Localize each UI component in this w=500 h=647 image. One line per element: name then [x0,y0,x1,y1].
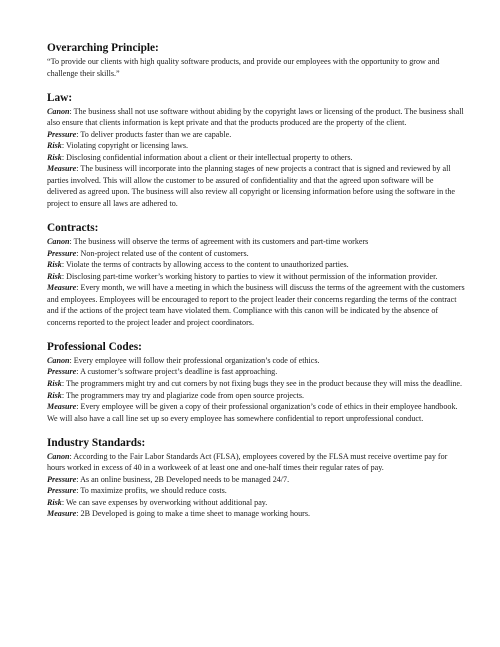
section-paragraph: Pressure: To deliver products faster than we are capable. [47,129,232,139]
paragraph-label: Risk [47,497,62,507]
paragraph-text: A customer’s software project’s deadline is fast approaching. [80,367,278,377]
section-paragraph: Risk: We can save expenses by overworking without additional pay. [47,497,268,507]
paragraph-text: Violating copyright or licensing laws. [66,141,189,151]
paragraph-text: Every month, we will have a meeting in which the business will discuss the terms of the agreement with the customers and employees. Employees will be encouraged to report to the project leader their concerns regarding the terms of the contract and if the actions of the project team have violated them. Compliance with this canon will be indicated by the absence of concerns reported to the project leader and project coordinators. [47,283,465,327]
paragraph-label: Risk [47,390,62,400]
section-paragraph: Risk: The programmers might try and cut corners by not fixing bugs they see in the product because they will miss the deadline. [47,378,463,388]
section-paragraph: Canon: The business will observe the terms of agreement with its customers and part-time workers [47,237,369,247]
paragraph-text: The programmers might try and cut corners by not fixing bugs they see in the product because they will miss the deadline. [66,378,463,388]
paragraph-text: We can save expenses by overworking without additional pay. [66,497,268,507]
paragraph-text: The programmers may try and plagiarize code from open source projects. [66,390,304,400]
paragraph-label: Canon [47,237,70,247]
paragraph-text: 2B Developed is going to make a time sheet to manage working hours. [80,509,311,519]
section-heading: Contracts: [47,222,99,235]
section-paragraph: Measure: Every month, we will have a meeting in which the business will discuss the terms of the agreement with the customers and employees. Employees will be encouraged to report to the project leader their concerns regarding the terms of the contract and if the actions of the project team have violated them. Compliance with this canon will be indicated by the absence of concerns reported to the project leader and project coordinators. [47,283,465,327]
section-paragraph [47,56,465,79]
section-paragraph: Risk: Violate the terms of contracts by allowing access to the content to unauthorized parties. [47,260,349,270]
paragraph-label: Risk [47,271,62,281]
section-paragraph: Risk: Disclosing confidential information about a client or their intellectual property to others. [47,152,353,162]
paragraph-text: Every employee will be given a copy of their professional organization’s code of ethics in their employee handbook. We will also have a call line set up so every employee has somewhere confidential to report unprofessional conduct. [47,402,458,423]
paragraph-label: Measure [47,283,77,293]
paragraph-text: “To provide our clients with high quality software products, and provide our employees with the opportunity to grow and challenge their skills.” [47,57,440,78]
paragraph-label: Measure [47,509,77,519]
section-paragraph: Pressure: As an online business, 2B Developed needs to be managed 24/7. [47,474,290,484]
paragraph-text: To maximize profits, we should reduce costs. [80,486,227,496]
section-heading: Law: [47,91,73,104]
section [47,437,465,520]
section-paragraph: Risk: The programmers may try and plagiarize code from open source projects. [47,390,304,400]
section-paragraph: Canon: Every employee will follow their professional organization’s code of ethics. [47,355,320,365]
paragraph-label: Risk [47,141,62,151]
paragraph-label: Risk [47,378,62,388]
paragraph-text: The business will incorporate into the planning stages of new projects a contract that is signed and reviewed by all parties involved. This will allow the customer to be assured of confidentiality and that the agreed upon software will be delivered as agreed upon. The business will also review all copyright or licensing information before using the software in the project to ensure all laws are adhered to. [47,164,456,208]
paragraph-label: Pressure [47,486,77,496]
document-page [47,42,465,532]
section-paragraph: Measure: 2B Developed is going to make a time sheet to manage working hours. [47,509,311,519]
paragraph-text: Violate the terms of contracts by allowing access to the content to unauthorized parties. [66,260,349,270]
section-heading: Overarching Principle: [47,42,159,54]
paragraph-label: Canon [47,106,70,116]
section [47,42,465,79]
paragraph-label: Risk [47,152,62,162]
paragraph-label: Pressure [47,129,77,139]
paragraph-text: As an online business, 2B Developed needs to be managed 24/7. [80,474,290,484]
paragraph-label: Measure [47,164,77,174]
section-paragraph: Risk: Disclosing part-time worker’s working history to parties to view it without permission of the information provider. [47,271,438,281]
paragraph-label: Pressure [47,474,77,484]
paragraph-text: Disclosing part-time worker’s working history to parties to view it without permission of the information provider. [66,271,438,281]
paragraph-label: Risk [47,260,62,270]
paragraph-text: The business will observe the terms of agreement with its customers and part-time workers [73,237,369,247]
section-paragraph: Canon: According to the Fair Labor Standards Act (FLSA), employees covered by the FLSA must receive overtime pay for hours worked in excess of 40 in a workweek of at least one and one-half times their regular rates of pay. [47,451,448,473]
paragraph-label: Pressure [47,367,77,377]
section [47,341,465,424]
paragraph-text: According to the Fair Labor Standards Act (FLSA), employees covered by the FLSA must receive overtime pay for hours worked in excess of 40 in a workweek of at least one and one-half times their regular rates of pay. [47,451,448,473]
paragraph-label: Canon [47,355,70,365]
paragraph-text: Disclosing confidential information about a client or their intellectual property to others. [66,152,353,162]
paragraph-text: To deliver products faster than we are capable. [80,129,232,139]
section-paragraph: Pressure: Non-project related use of the content of customers. [47,248,249,258]
section [47,222,465,328]
section-paragraph: Risk: Violating copyright or licensing laws. [47,141,189,151]
section-heading: Professional Codes: [47,340,142,353]
section-paragraph: Measure: The business will incorporate into the planning stages of new projects a contract that is signed and reviewed by all parties involved. This will allow the customer to be assured of confidentiality and that the agreed upon software will be delivered as agreed upon. The business will also review all copyright or licensing information before using the software in the project to ensure all laws are adhered to. [47,164,456,208]
paragraph-text: Every employee will follow their professional organization’s code of ethics. [73,355,320,365]
paragraph-label: Measure [47,402,77,412]
section-paragraph: Measure: Every employee will be given a copy of their professional organization’s code of ethics in their employee handbook. We will also have a call line set up so every employee has somewhere confidential to report unprofessional conduct. [47,402,458,423]
section-paragraph: Pressure: A customer’s software project’s deadline is fast approaching. [47,367,278,377]
paragraph-label: Canon [47,451,70,461]
paragraph-label: Pressure [47,248,77,258]
section-paragraph: Pressure: To maximize profits, we should reduce costs. [47,486,227,496]
paragraph-text: The business shall not use software without abiding by the copyright laws or licensing of the product. The business shall also ensure that clients information is kept private and that the products produced are the property of the client. [47,106,464,128]
section [47,92,465,210]
section-heading: Industry Standards: [47,436,146,449]
paragraph-text: Non-project related use of the content of customers. [80,248,249,258]
section-paragraph: Canon: The business shall not use software without abiding by the copyright laws or licensing of the product. The business shall also ensure that clients information is kept private and that the products produced are the property of the client. [47,106,464,128]
